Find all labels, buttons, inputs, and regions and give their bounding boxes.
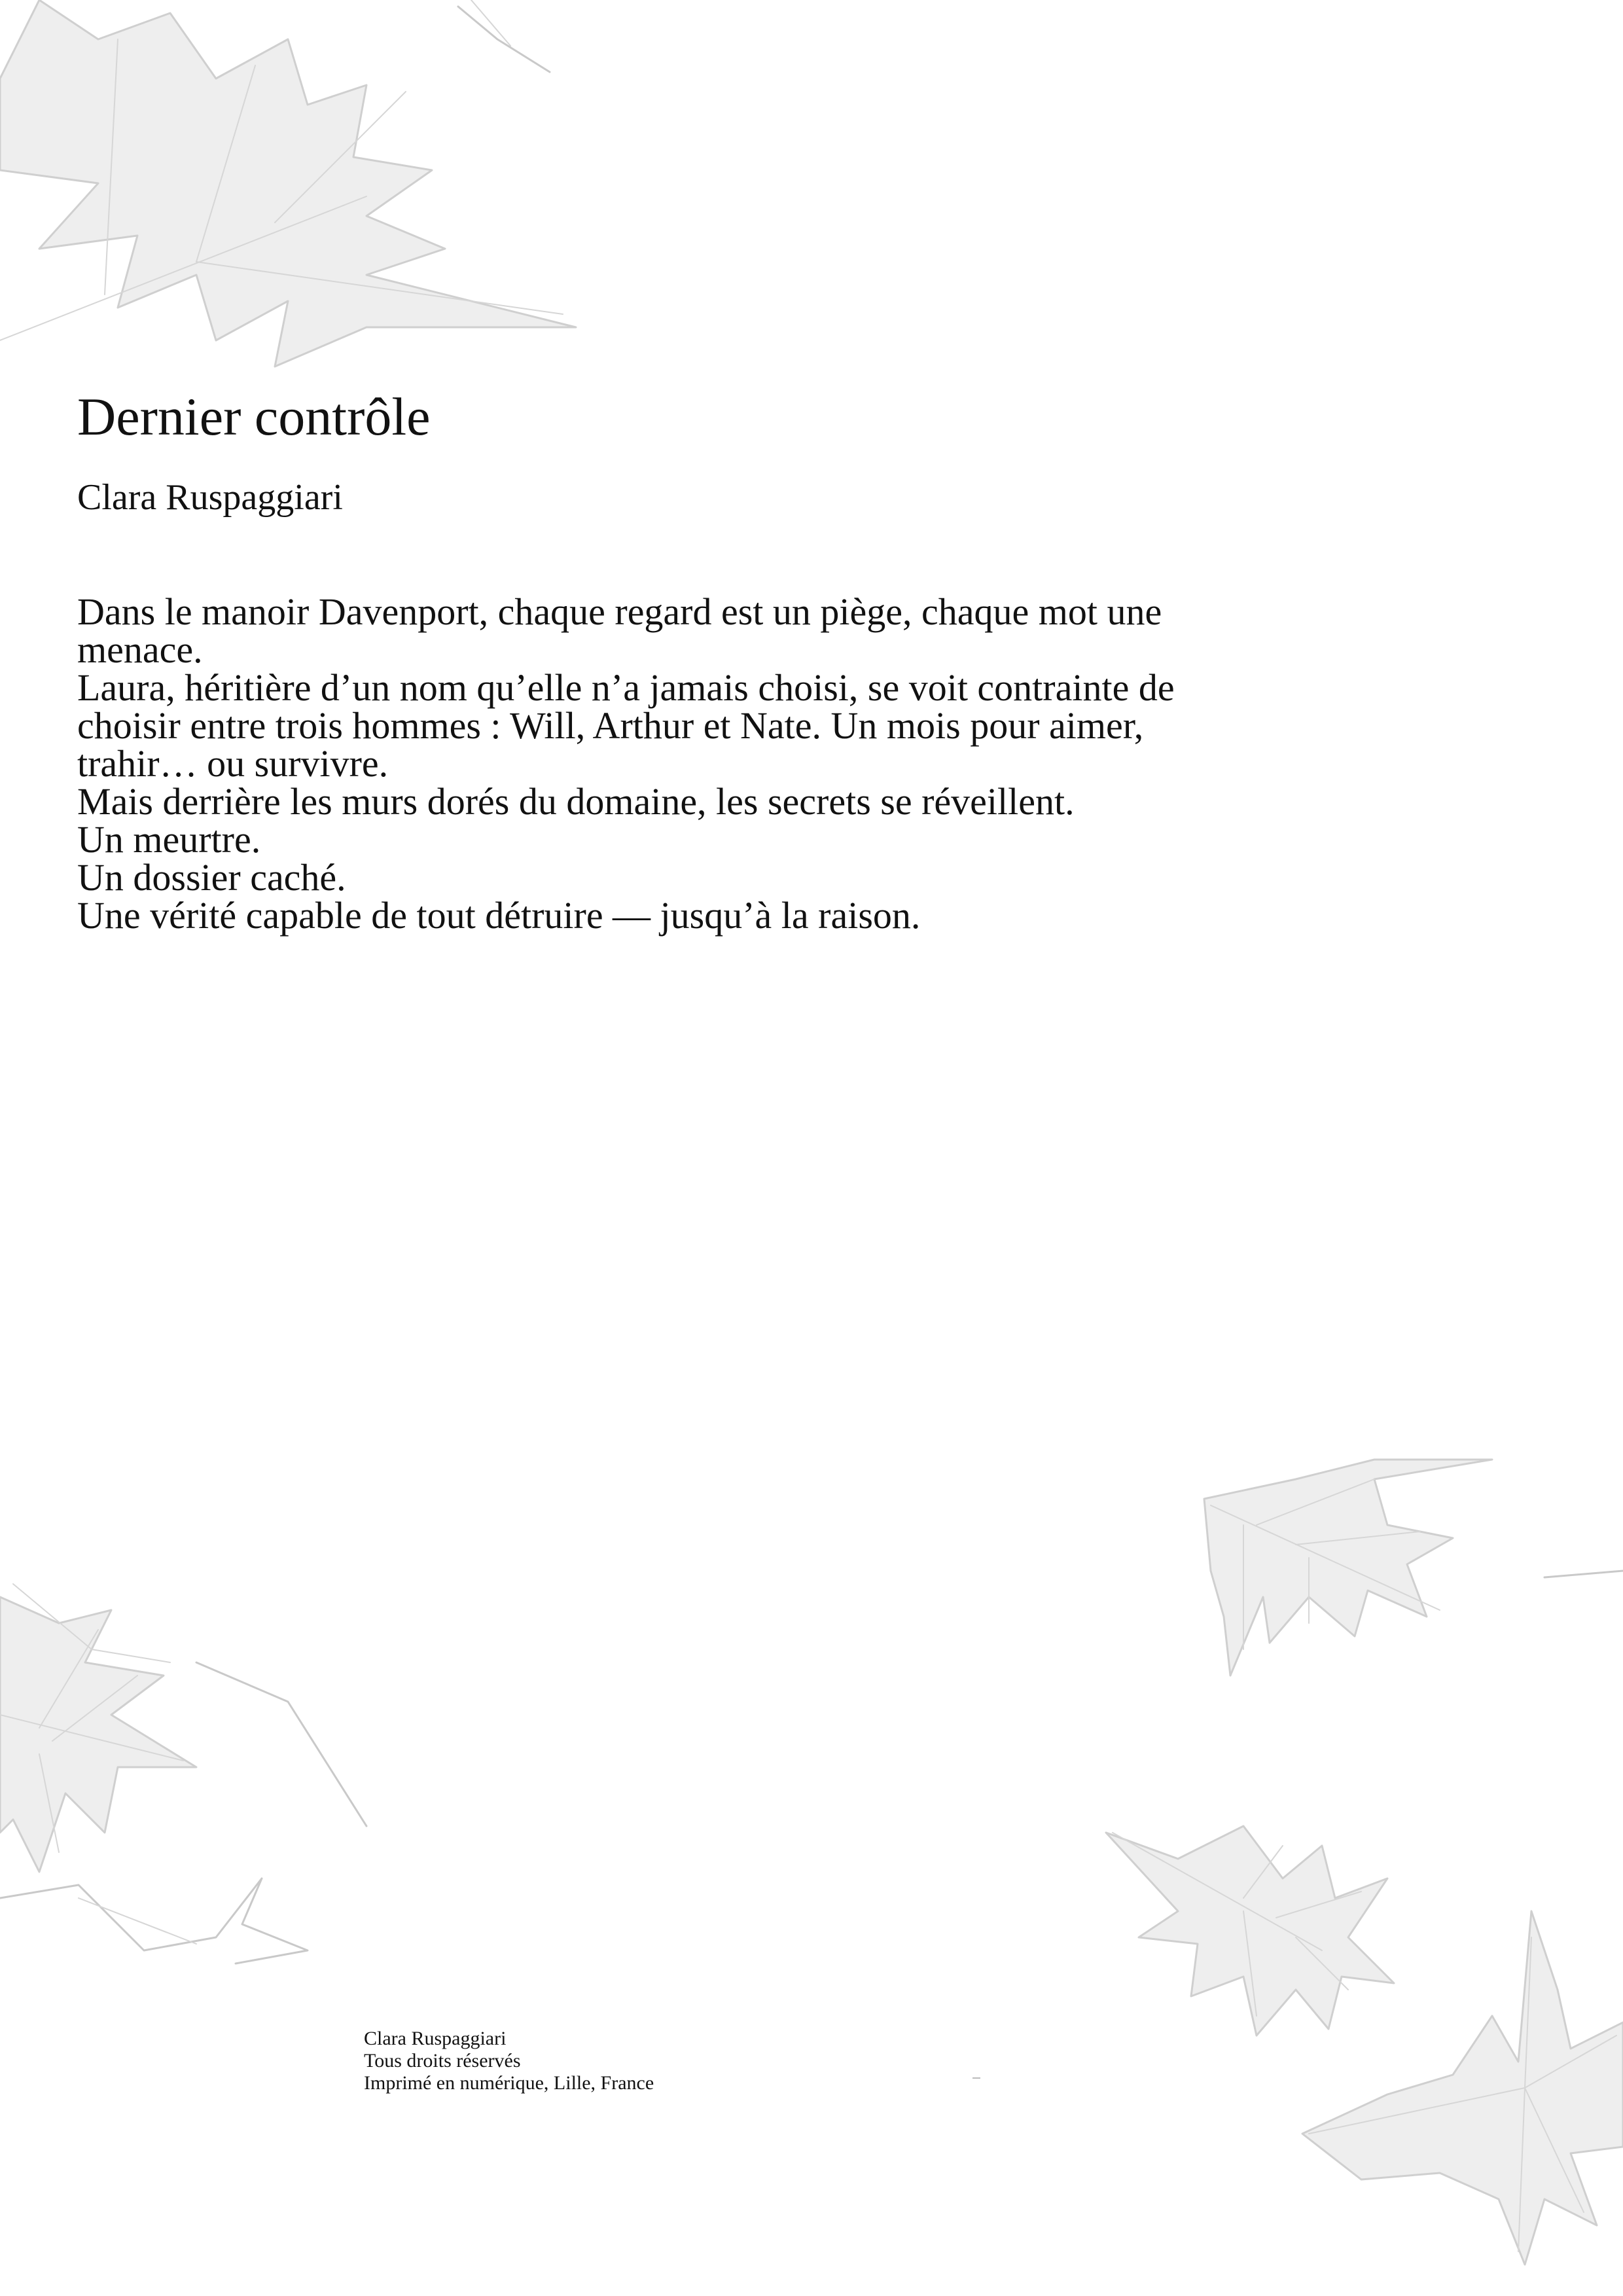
author-name: Clara Ruspaggiari [77,477,343,518]
colophon-author: Clara Ruspaggiari [364,2028,507,2049]
maple-leaf-icon [1204,1460,1623,1676]
blurb-paragraph: Une vérité capable de tout détruire — jusqu’à la raison. [77,894,921,937]
maple-leaf-icon [1106,1826,1394,2036]
blurb-paragraph: Dans le manoir Davenport, chaque regard est un piège, chaque mot une menace. [77,590,1162,671]
book-title: Dernier contrôle [77,387,431,446]
colophon [364,2028,654,2094]
maple-leaf-icon [0,1584,366,1964]
maple-leaf-icon [0,0,576,367]
blurb-paragraph: Un meurtre. [77,818,261,861]
colophon-printed: Imprimé en numérique, Lille, France [364,2072,654,2094]
blurb-paragraph: Mais derrière les murs dorés du domaine, les secrets se réveillent. [77,780,1075,823]
colophon-rights: Tous droits réservés [364,2050,521,2072]
blurb-paragraph: Un dossier caché. [77,856,346,899]
blurb-paragraph: Laura, héritière d’un nom qu’elle n’a jamais choisi, se voit contrainte de choisir entre trois hommes : Will, Arthur et Nate. Un mois pour aimer, trahir… ou survivre. [77,666,1175,785]
book-blurb [77,590,1268,937]
decorative-dash [972,2077,980,2079]
